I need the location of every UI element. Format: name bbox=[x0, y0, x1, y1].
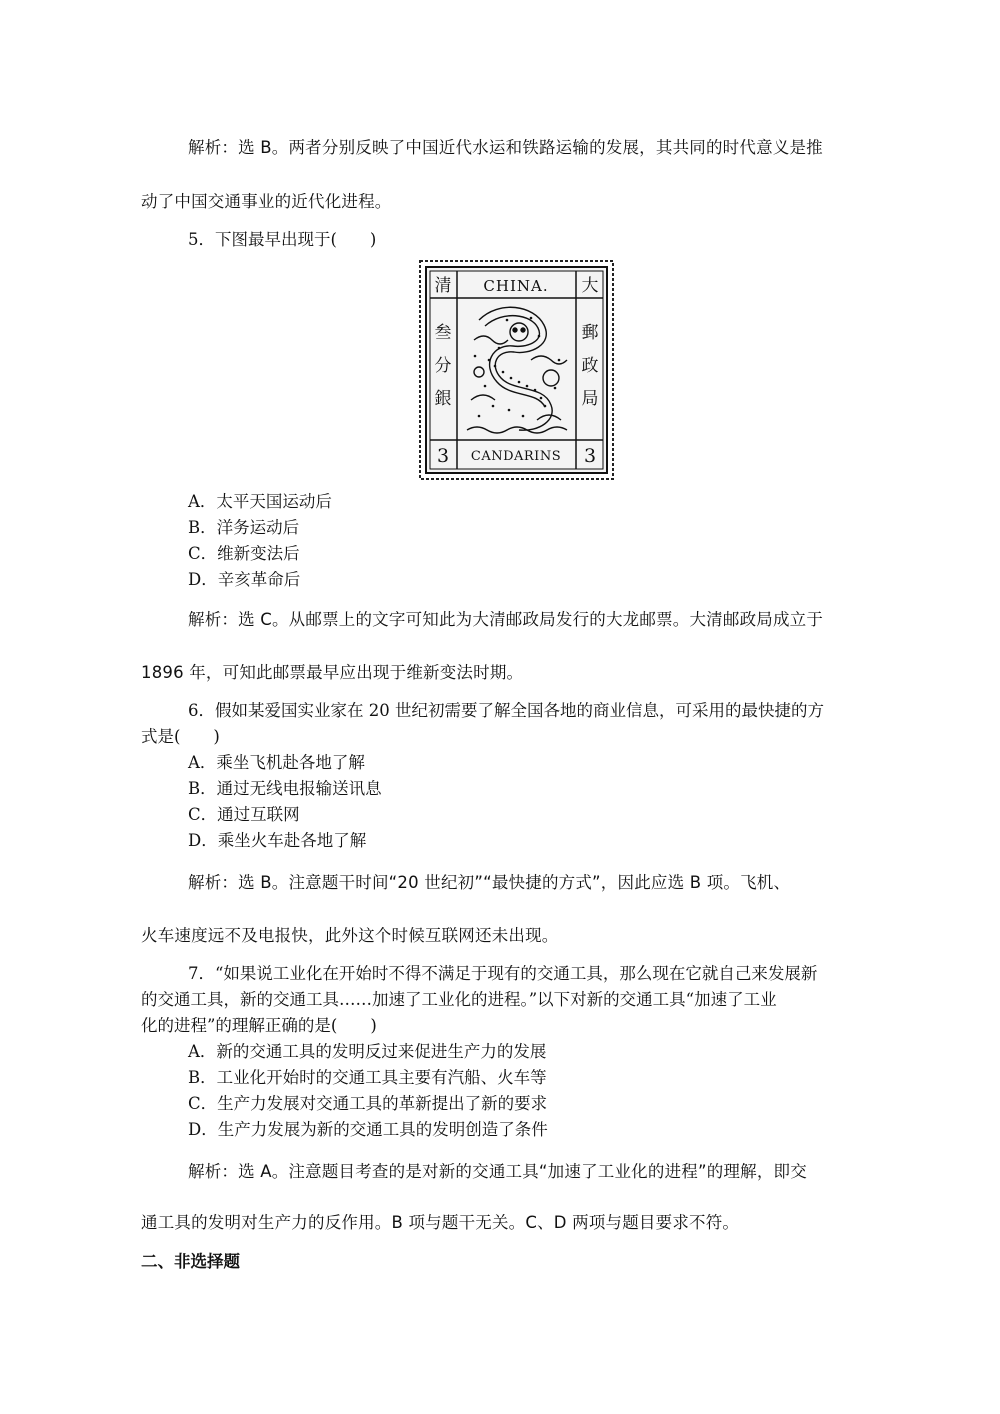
stamp-side-char: 郵 bbox=[581, 323, 599, 343]
dragon-stamp-image bbox=[419, 260, 614, 480]
analysis-line: 解析：选 B。两者分别反映了中国近代水运和铁路运输的发展，其共同的时代意义是推 bbox=[188, 138, 823, 157]
question-6-stem: 6．假如某爱国实业家在 20 世纪初需要了解全国各地的商业信息，可采用的最快捷的方 bbox=[188, 701, 824, 720]
option-7a: A．新的交通工具的发明反过来促进生产力的发展 bbox=[188, 1042, 547, 1061]
option-5a: A．太平天国运动后 bbox=[188, 492, 332, 511]
question-7-stem: 7．“如果说工业化在开始时不得不满足于现有的交通工具，那么现在它就自己来发展新 bbox=[188, 964, 818, 983]
option-6b: B．通过无线电报输送讯息 bbox=[188, 779, 382, 798]
analysis-line: 解析：选 A。注意题目考查的是对新的交通工具“加速了工业化的进程”的理解，即交 bbox=[188, 1162, 807, 1181]
analysis-line: 1896 年，可知此邮票最早应出现于维新变法时期。 bbox=[141, 663, 524, 682]
option-6a: A．乘坐飞机赴各地了解 bbox=[188, 753, 365, 772]
analysis-line: 解析：选 B。注意题干时间“20 世纪初”“最快捷的方式”，因此应选 B 项。飞机、 bbox=[188, 873, 791, 892]
analysis-line: 通工具的发明对生产力的反作用。B 项与题干无关。C、D 两项与题目要求不符。 bbox=[141, 1213, 740, 1232]
stamp-side-char: 分 bbox=[434, 356, 452, 376]
stamp-corner-char: 清 bbox=[434, 276, 452, 296]
analysis-line: 火车速度远不及电报快，此外这个时候互联网还未出现。 bbox=[141, 926, 559, 945]
option-5d: D．辛亥革命后 bbox=[188, 570, 301, 589]
stamp-side-char: 局 bbox=[581, 389, 599, 409]
analysis-line: 解析：选 C。从邮票上的文字可知此为大清邮政局发行的大龙邮票。大清邮政局成立于 bbox=[188, 610, 824, 629]
option-5b: B．洋务运动后 bbox=[188, 518, 300, 537]
option-5c: C．维新变法后 bbox=[188, 544, 300, 563]
stamp-side-char: 政 bbox=[581, 356, 599, 376]
section-title: 二、非选择题 bbox=[141, 1252, 240, 1271]
stamp-side-char: 銀 bbox=[434, 389, 452, 409]
option-7b: B．工业化开始时的交通工具主要有汽船、火车等 bbox=[188, 1068, 547, 1087]
question-7-stem: 化的进程”的理解正确的是( ) bbox=[141, 1016, 377, 1035]
stamp-value-right: 3 bbox=[583, 445, 597, 467]
option-6c: C．通过互联网 bbox=[188, 805, 300, 824]
stamp-value-left: 3 bbox=[436, 445, 450, 467]
stamp-footer-text: CANDARINS bbox=[470, 449, 562, 464]
option-6d: D．乘坐火车赴各地了解 bbox=[188, 831, 367, 850]
stamp-corner-char: 大 bbox=[581, 276, 599, 296]
stamp-side-char: 叁 bbox=[434, 323, 452, 343]
question-6-stem: 式是( ) bbox=[141, 727, 220, 746]
question-7-stem: 的交通工具，新的交通工具……加速了工业化的进程。”以下对新的交通工具“加速了工业 bbox=[141, 990, 777, 1009]
stamp-header-text: CHINA. bbox=[483, 277, 549, 295]
option-7c: C．生产力发展对交通工具的革新提出了新的要求 bbox=[188, 1094, 548, 1113]
question-5-stem: 5．下图最早出现于( ) bbox=[188, 230, 377, 249]
option-7d: D．生产力发展为新的交通工具的发明创造了条件 bbox=[188, 1120, 548, 1139]
analysis-line: 动了中国交通事业的近代化进程。 bbox=[141, 192, 392, 211]
